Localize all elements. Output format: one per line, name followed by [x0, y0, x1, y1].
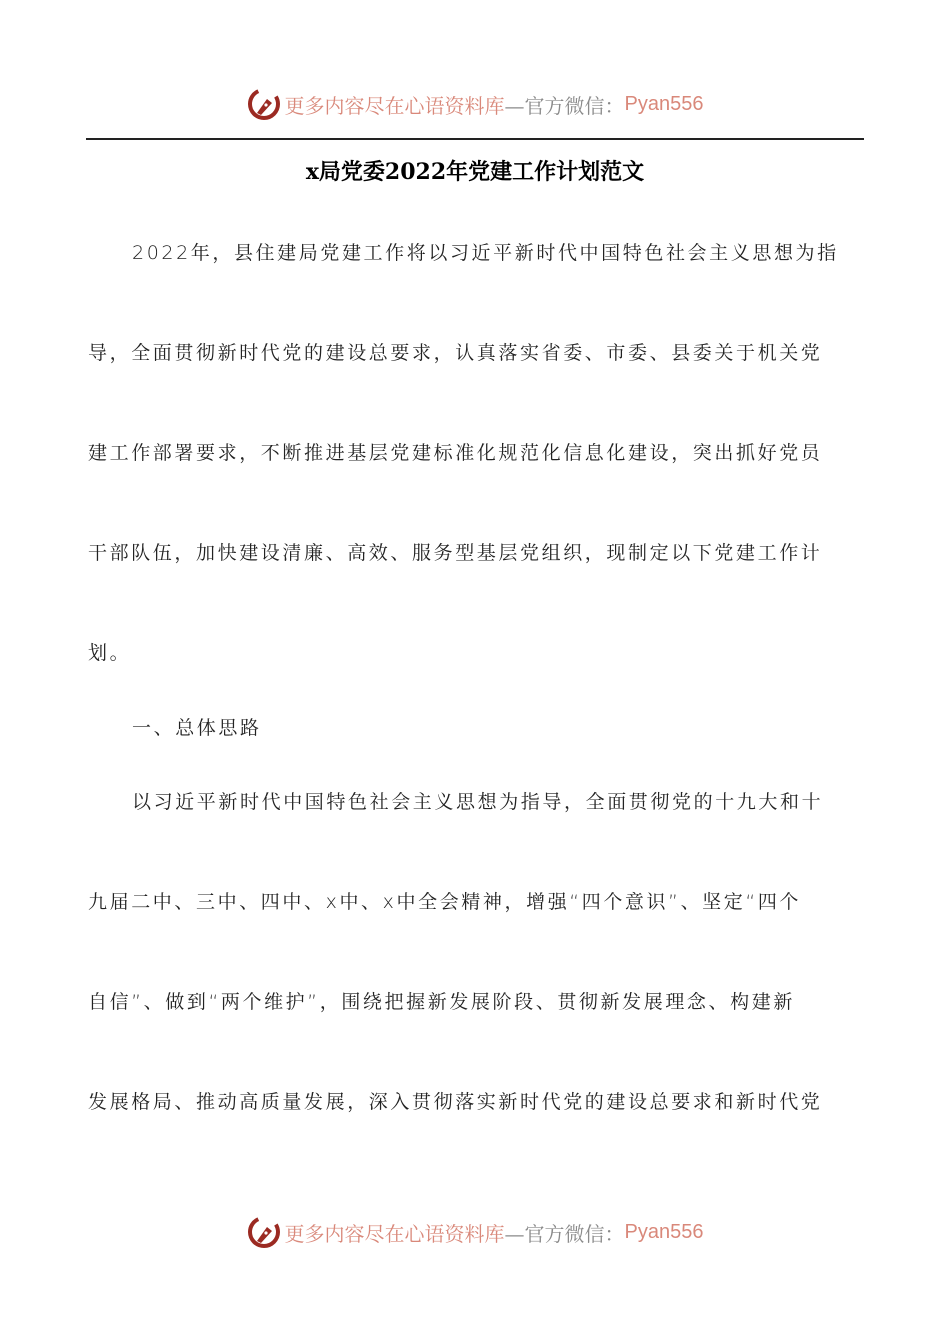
paragraph-line: 发展格局、推动高质量发展，深入贯彻落实新时代党的建设总要求和新时代党 [88, 1091, 823, 1113]
paragraph-line: 导，全面贯彻新时代党的建设总要求，认真落实省委、市委、县委关于机关党 [88, 342, 823, 364]
watermark-wechat-label: —官方微信： [504, 93, 625, 118]
pen-nib-logo-icon [247, 87, 281, 121]
paragraph-line: 自信”、做到“两个维护”，围绕把握新发展阶段、贯彻新发展理念、构建新 [88, 991, 795, 1013]
watermark-wechat-id: Pyan556 [624, 92, 704, 115]
document-title: x局党委2022年党建工作计划范文 [305, 159, 645, 185]
watermark-slogan: 更多内容尽在心语资料库 [284, 93, 505, 118]
paragraph-line: 划。 [88, 642, 132, 664]
paragraph-line: 以习近平新时代中国特色社会主义思想为指导，全面贯彻党的十九大和十 [132, 791, 824, 813]
paragraph-line: 干部队伍，加快建设清廉、高效、服务型基层党组织，现制定以下党建工作计 [88, 542, 823, 564]
section-heading: 一、总体思路 [132, 717, 262, 739]
header-divider [86, 138, 864, 140]
watermark-wechat-id: Pyan556 [624, 1220, 704, 1243]
watermark-wechat-label: —官方微信： [504, 1221, 625, 1246]
pen-nib-logo-icon [247, 1215, 281, 1249]
watermark-slogan: 更多内容尽在心语资料库 [284, 1221, 505, 1246]
paragraph-line: 2022年，县住建局党建工作将以习近平新时代中国特色社会主义思想为指 [132, 242, 839, 264]
footer-watermark [0, 1212, 950, 1252]
paragraph-line: 九届二中、三中、四中、x中、x中全会精神，增强“四个意识”、坚定“四个 [88, 891, 802, 913]
header-watermark [0, 84, 950, 124]
paragraph-line: 建工作部署要求，不断推进基层党建标准化规范化信息化建设，突出抓好党员 [88, 442, 823, 464]
